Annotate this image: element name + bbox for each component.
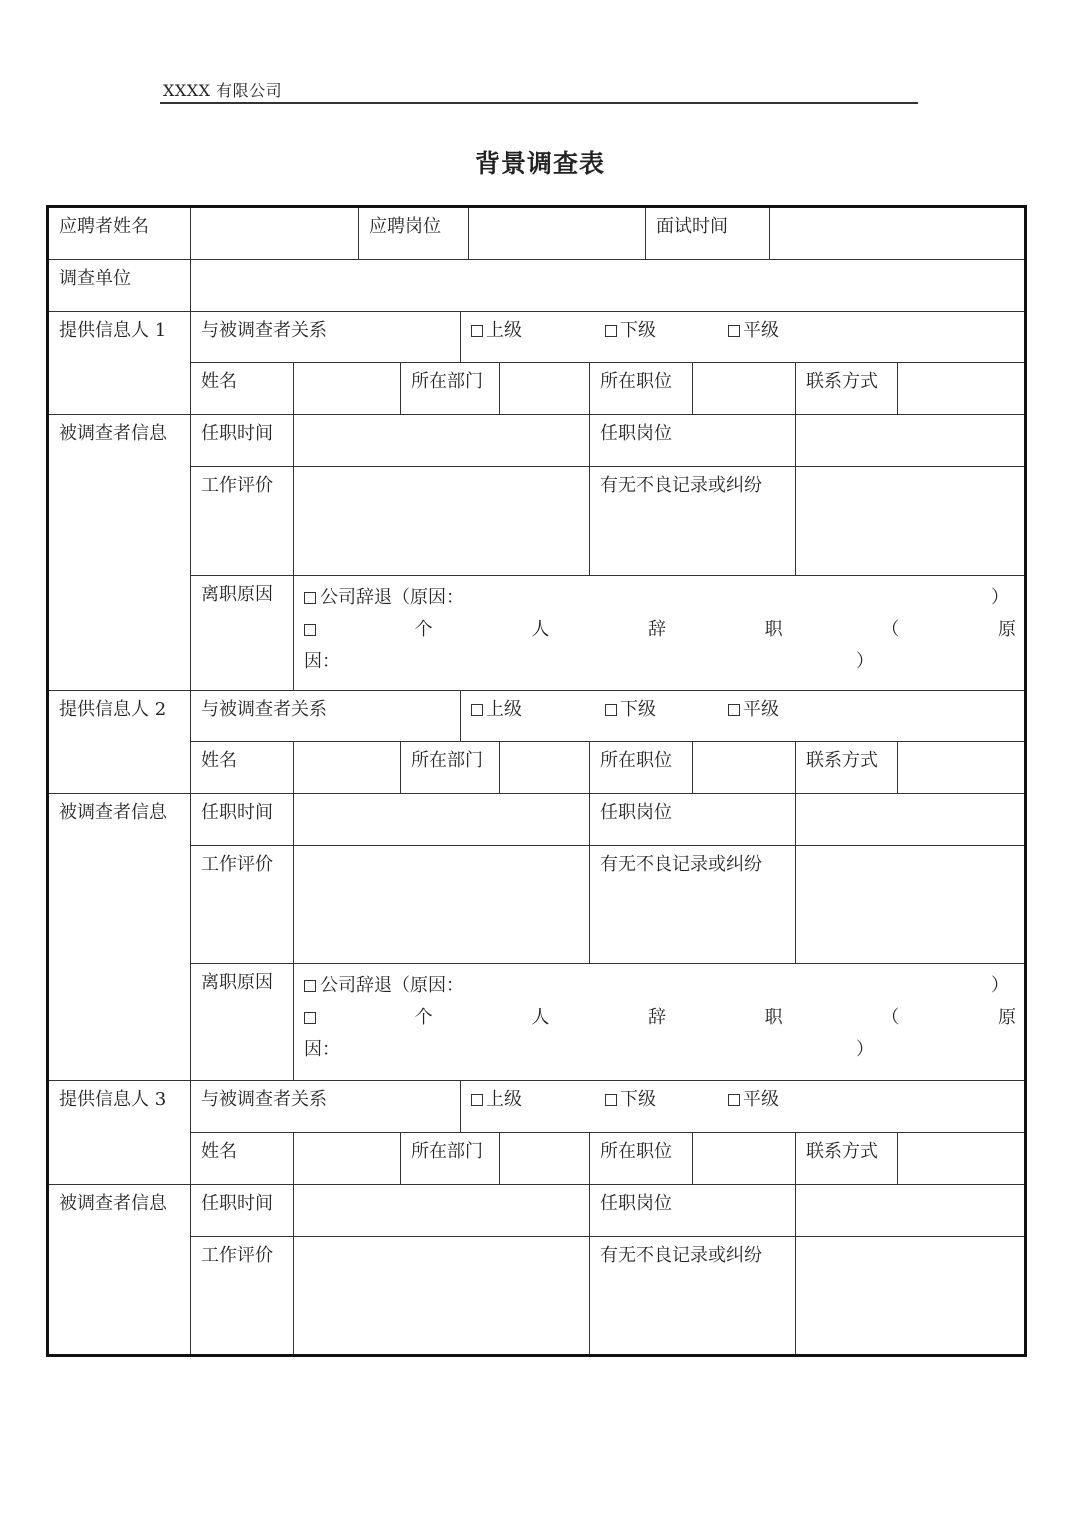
relation-subordinate-checkbox[interactable]: [605, 1088, 728, 1112]
checkbox-icon: [728, 704, 740, 716]
leave-reason-field: [294, 964, 1024, 1081]
post-field[interactable]: [796, 794, 1024, 846]
subject-info-label: 被调查者信息: [49, 415, 191, 691]
resign-option[interactable]: [304, 1002, 1024, 1034]
interview-time-label: 面试时间: [646, 208, 770, 260]
relation-label: 与被调查者关系: [191, 1081, 461, 1133]
dismissed-label: 公司辞退（原因：: [320, 587, 464, 608]
record-field[interactable]: [796, 1237, 1024, 1354]
option-label: 下级: [620, 320, 656, 341]
close-paren: ）: [991, 975, 1009, 996]
referee-contact-label: 联系方式: [796, 363, 898, 415]
resign-reason-line: [304, 646, 1024, 678]
referee-job-label: 所在职位: [590, 363, 693, 415]
referee-name-label: 姓名: [191, 742, 294, 794]
leave-reason-field: [294, 576, 1024, 691]
option-label: 下级: [620, 1089, 656, 1110]
referee-dept-label: 所在部门: [401, 1133, 500, 1185]
referee-dept-label: 所在部门: [401, 742, 500, 794]
dismissed-label: 公司辞退（原因：: [320, 975, 464, 996]
resign-char: （: [881, 1007, 900, 1028]
relation-options: [461, 691, 1024, 742]
tenure-field[interactable]: [294, 415, 590, 467]
referee-job-field[interactable]: [693, 742, 796, 794]
tenure-label: 任职时间: [191, 794, 294, 846]
relation-subordinate-checkbox[interactable]: [605, 698, 728, 722]
resign-char: 职: [764, 619, 783, 640]
evaluation-label: 工作评价: [191, 1237, 294, 1354]
relation-options: [461, 1081, 1024, 1133]
leave-reason-label: 离职原因: [191, 964, 294, 1081]
referee-job-label: 所在职位: [590, 742, 693, 794]
referee-name-label: 姓名: [191, 1133, 294, 1185]
applied-position-field[interactable]: [469, 208, 646, 260]
checkbox-icon: [605, 325, 617, 337]
referee-dept-label: 所在部门: [401, 363, 500, 415]
resign-char: 个: [414, 619, 433, 640]
leave-reason-label: 离职原因: [191, 576, 294, 691]
referee-contact-label: 联系方式: [796, 742, 898, 794]
checkbox-icon: [304, 592, 316, 604]
checkbox-icon: [304, 980, 316, 992]
record-label: 有无不良记录或纠纷: [590, 846, 796, 964]
option-label: 下级: [620, 699, 656, 720]
referee-contact-field[interactable]: [898, 1133, 1024, 1185]
evaluation-field[interactable]: [294, 467, 590, 576]
company-name: XXXX 有限公司: [163, 81, 283, 100]
referee-name-field[interactable]: [294, 363, 401, 415]
survey-unit-field[interactable]: [191, 260, 1024, 312]
referee-name-field[interactable]: [294, 742, 401, 794]
checkbox-icon: [304, 1012, 316, 1024]
evaluation-field[interactable]: [294, 846, 590, 964]
referee-dept-field[interactable]: [500, 742, 590, 794]
option-label: 平级: [743, 1089, 779, 1110]
resign-char: 个: [414, 1007, 433, 1028]
resign-char: 辞: [647, 1007, 666, 1028]
header-divider: [160, 102, 918, 104]
referee-dept-field[interactable]: [500, 363, 590, 415]
close-paren: ）: [856, 651, 874, 672]
background-check-form: [46, 205, 1027, 1357]
resign-char: 辞: [647, 619, 666, 640]
option-label: 上级: [486, 699, 522, 720]
resign-option[interactable]: [304, 614, 1024, 646]
resign-char: 原: [997, 1007, 1016, 1028]
option-label: 平级: [743, 320, 779, 341]
relation-options: [461, 312, 1024, 363]
dismissed-option[interactable]: [304, 582, 1024, 614]
page-title: 背景调查表: [474, 149, 605, 178]
relation-subordinate-checkbox[interactable]: [605, 319, 728, 343]
applicant-name-label: 应聘者姓名: [49, 208, 191, 260]
applicant-name-field[interactable]: [191, 208, 359, 260]
evaluation-label: 工作评价: [191, 846, 294, 964]
tenure-label: 任职时间: [191, 1185, 294, 1237]
interview-time-field[interactable]: [770, 208, 1024, 260]
referee-1-label: 提供信息人 1: [49, 312, 191, 415]
relation-superior-checkbox[interactable]: [471, 1088, 605, 1112]
post-field[interactable]: [796, 415, 1024, 467]
relation-peer-checkbox[interactable]: [728, 319, 779, 343]
relation-superior-checkbox[interactable]: [471, 698, 605, 722]
record-label: 有无不良记录或纠纷: [590, 467, 796, 576]
checkbox-icon: [471, 1094, 483, 1106]
relation-peer-checkbox[interactable]: [728, 1088, 779, 1112]
tenure-field[interactable]: [294, 1185, 590, 1237]
checkbox-icon: [471, 704, 483, 716]
post-label: 任职岗位: [590, 415, 796, 467]
survey-unit-label: 调查单位: [49, 260, 191, 312]
resign-reason-line: [304, 1034, 1024, 1066]
referee-job-field[interactable]: [693, 1133, 796, 1185]
checkbox-icon: [471, 325, 483, 337]
post-label: 任职岗位: [590, 794, 796, 846]
post-label: 任职岗位: [590, 1185, 796, 1237]
subject-info-label: 被调查者信息: [49, 794, 191, 1081]
resign-char: 人: [531, 619, 550, 640]
record-field[interactable]: [796, 846, 1024, 964]
resign-char: 原: [997, 619, 1016, 640]
relation-label: 与被调查者关系: [191, 312, 461, 363]
referee-name-label: 姓名: [191, 363, 294, 415]
tenure-field[interactable]: [294, 794, 590, 846]
referee-2-label: 提供信息人 2: [49, 691, 191, 794]
relation-peer-checkbox[interactable]: [728, 698, 779, 722]
subject-info-label: 被调查者信息: [49, 1185, 191, 1354]
option-label: 平级: [743, 699, 779, 720]
dismissed-option[interactable]: [304, 970, 1024, 1002]
checkbox-icon: [728, 1094, 740, 1106]
resign-char: （: [881, 619, 900, 640]
resign-char: 人: [531, 1007, 550, 1028]
referee-name-field[interactable]: [294, 1133, 401, 1185]
option-label: 上级: [486, 320, 522, 341]
record-label: 有无不良记录或纠纷: [590, 1237, 796, 1354]
checkbox-icon: [605, 1094, 617, 1106]
referee-job-label: 所在职位: [590, 1133, 693, 1185]
tenure-label: 任职时间: [191, 415, 294, 467]
referee-3-label: 提供信息人 3: [49, 1081, 191, 1185]
relation-superior-checkbox[interactable]: [471, 319, 605, 343]
evaluation-field[interactable]: [294, 1237, 590, 1354]
close-paren: ）: [856, 1039, 874, 1060]
checkbox-icon: [728, 325, 740, 337]
resign-tail: 因：: [304, 1039, 340, 1060]
option-label: 上级: [486, 1089, 522, 1110]
checkbox-icon: [304, 624, 316, 636]
referee-job-field[interactable]: [693, 363, 796, 415]
referee-contact-field[interactable]: [898, 363, 1024, 415]
close-paren: ）: [991, 587, 1009, 608]
record-field[interactable]: [796, 467, 1024, 576]
referee-dept-field[interactable]: [500, 1133, 590, 1185]
referee-contact-label: 联系方式: [796, 1133, 898, 1185]
evaluation-label: 工作评价: [191, 467, 294, 576]
applied-position-label: 应聘岗位: [359, 208, 469, 260]
resign-char: 职: [764, 1007, 783, 1028]
checkbox-icon: [605, 704, 617, 716]
relation-label: 与被调查者关系: [191, 691, 461, 742]
resign-tail: 因：: [304, 651, 340, 672]
referee-contact-field[interactable]: [898, 742, 1024, 794]
post-field[interactable]: [796, 1185, 1024, 1237]
